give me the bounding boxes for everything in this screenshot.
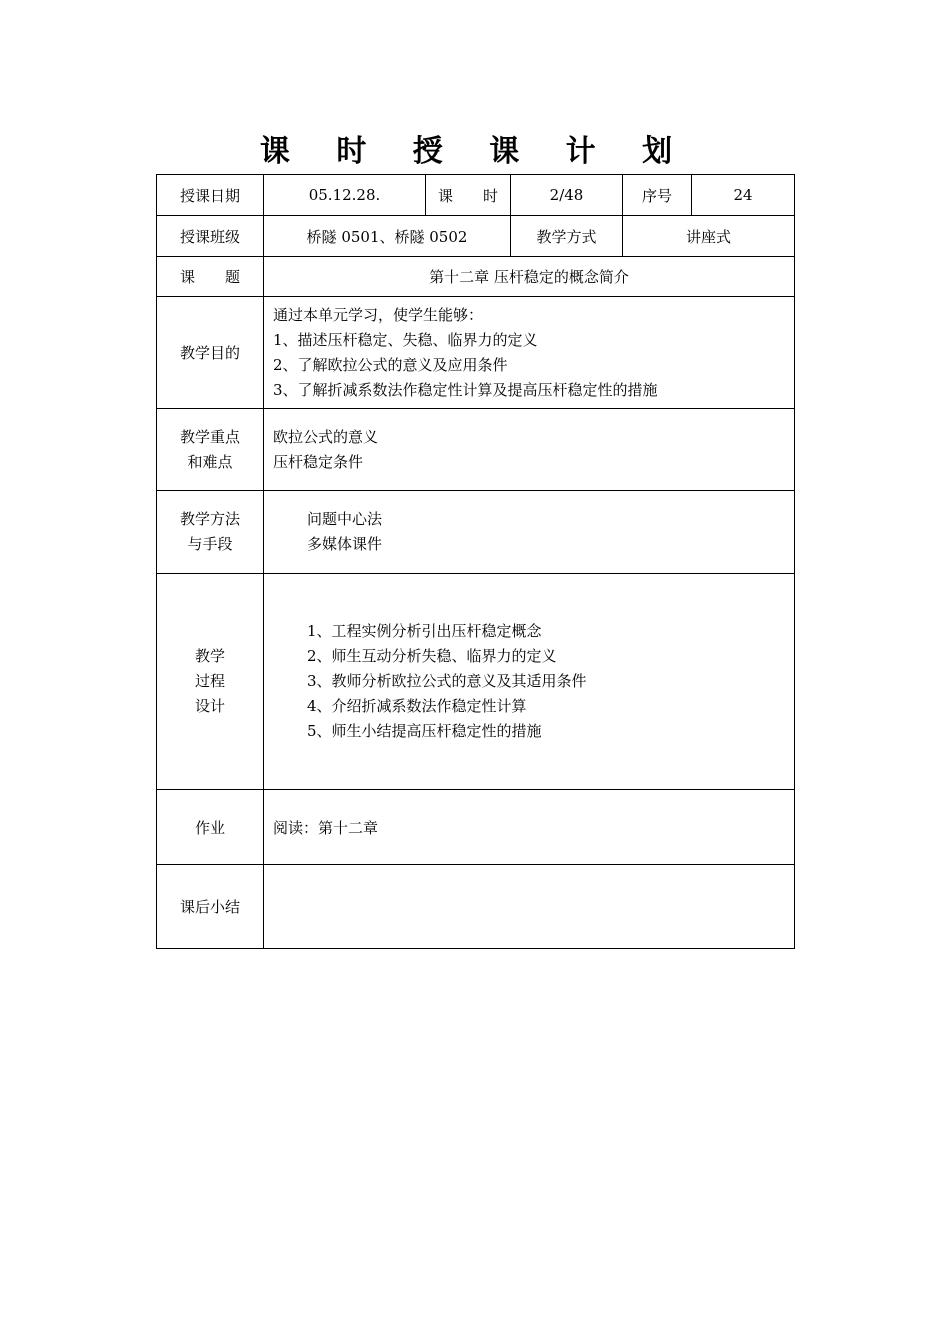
method-line: 问题中心法	[307, 510, 383, 528]
hours-label: 课 时	[426, 175, 511, 216]
seq-label: 序号	[623, 175, 692, 216]
lesson-plan-table	[156, 174, 795, 949]
process-line: 5、师生小结提高压杆稳定性的措施	[307, 722, 542, 740]
topic-value: 第十二章 压杆稳定的概念简介	[264, 257, 795, 297]
class-label: 授课班级	[157, 216, 264, 257]
goals-label: 教学目的	[157, 297, 264, 409]
process-label-line: 过程	[194, 672, 225, 690]
process-label-line: 设计	[194, 697, 225, 715]
row-homework	[157, 790, 795, 865]
summary-value	[264, 865, 795, 949]
goals-line: 通过本单元学习，使学生能够：	[273, 305, 484, 324]
date-value: 05.12.28.	[264, 175, 426, 216]
hours-value: 2/48	[511, 175, 623, 216]
homework-label: 作业	[157, 790, 264, 865]
page-title: 课 时 授 课 计 划	[259, 134, 691, 169]
process-line: 2、师生互动分析失稳、临界力的定义	[307, 647, 557, 665]
method-line: 多媒体课件	[307, 535, 383, 553]
key-points-content	[264, 409, 795, 491]
goals-line: 2、了解欧拉公式的意义及应用条件	[273, 355, 508, 374]
row-topic	[157, 257, 795, 297]
date-label: 授课日期	[157, 175, 264, 216]
row-date	[157, 175, 795, 216]
seq-value: 24	[692, 175, 795, 216]
process-label	[157, 574, 264, 790]
row-goals	[157, 297, 795, 409]
row-methods	[157, 491, 795, 574]
topic-label: 课 题	[157, 257, 264, 297]
goals-line: 1、描述压杆稳定、失稳、临界力的定义	[273, 330, 538, 349]
process-line: 4、介绍折减系数法作稳定性计算	[307, 697, 527, 715]
key-point-line: 欧拉公式的意义	[273, 427, 379, 446]
key-points-label-line: 和难点	[187, 452, 233, 471]
row-summary	[157, 865, 795, 949]
methods-label-line: 教学方法	[179, 510, 240, 528]
goals-line: 3、了解折减系数法作稳定性计算及提高压杆稳定性的措施	[273, 380, 658, 399]
methods-content	[264, 491, 795, 574]
homework-value: 阅读：第十二章	[264, 790, 795, 865]
process-line: 1、工程实例分析引出压杆稳定概念	[307, 622, 542, 640]
methods-label	[157, 491, 264, 574]
process-label-line: 教学	[194, 647, 225, 665]
mode-value: 讲座式	[623, 216, 795, 257]
goals-content	[264, 297, 795, 409]
summary-label: 课后小结	[157, 865, 264, 949]
key-point-line: 压杆稳定条件	[273, 452, 364, 471]
key-points-label	[157, 409, 264, 491]
key-points-label-line: 教学重点	[179, 427, 240, 446]
process-content	[264, 574, 795, 790]
mode-label: 教学方式	[511, 216, 623, 257]
row-key-points	[157, 409, 795, 491]
methods-label-line: 与手段	[187, 535, 233, 553]
row-process	[157, 574, 795, 790]
row-class	[157, 216, 795, 257]
class-value: 桥隧 0501、桥隧 0502	[264, 216, 511, 257]
process-line: 3、教师分析欧拉公式的意义及其适用条件	[307, 672, 587, 690]
